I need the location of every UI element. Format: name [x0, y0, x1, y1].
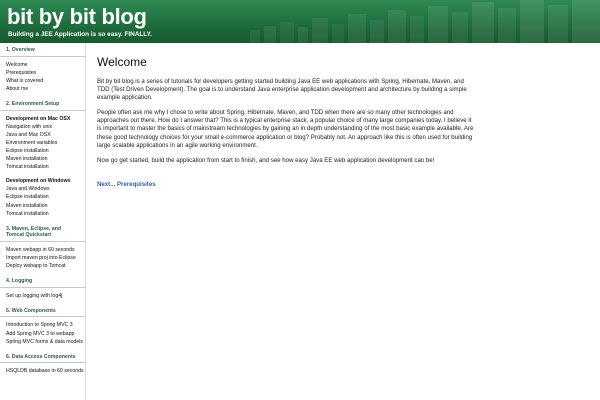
sidebar-link-hsqldb[interactable]: HSQLDB database in 60 seconds [6, 368, 84, 375]
site-title[interactable]: bit by bit blog [7, 4, 147, 29]
sidebar-section-data-access [0, 350, 85, 380]
main-content [97, 55, 477, 191]
why-paragraph: People often ask me why I chose to write about Spring, Hibernate, Maven, and TDD when there are so many other technologies and approaches out there. How do I answer that? This is a typical enterprise stack, a popular choice of many large companies today. I believe it is important to master the basics of mainstream technologies by gaining an in depth understanding of the most basic example available. Are these good technology choices for your small e-commerce application or blog? Probably not. An approach like this is often used for building large scalable applications in an agile working environment. [97, 109, 474, 149]
sidebar-section-title: 3. Maven, Eclipse, and Tomcat Quickstart [0, 222, 85, 242]
sidebar-link-what-is-covered[interactable]: What is covered [6, 77, 44, 84]
sidebar-link-spring-mvc-forms[interactable]: Spring MVC forms & data models [6, 338, 83, 345]
page-title: Welcome [97, 55, 147, 69]
sidebar-section-title: 4. Logging [0, 274, 85, 288]
sidebar-link-about-me[interactable]: About me [6, 85, 29, 92]
sidebar-section-logging [0, 274, 85, 304]
sidebar-group-windows: Development on Windows [6, 178, 71, 185]
sidebar-group-mac: Development on Mac OSX [6, 115, 71, 122]
sidebar-section-quickstart [0, 222, 85, 274]
sidebar-link-add-spring-mvc[interactable]: Add Spring MVC 3 to webapp [6, 330, 75, 337]
sidebar-link-eclipse-windows[interactable]: Eclipse installation [6, 194, 49, 201]
sidebar-section-title: 5. Web Components [0, 304, 85, 318]
sidebar-section-title: 2. Environment Setup [0, 97, 85, 111]
sidebar-link-java-windows[interactable]: Java and Windows [6, 186, 50, 193]
header-decorative-bars [240, 0, 600, 43]
sidebar-link-unix-navigation[interactable]: Navigation with unix [6, 123, 53, 130]
sidebar-section-overview [0, 43, 85, 97]
sidebar-link-java-mac[interactable]: Java and Mac OSX [6, 131, 51, 138]
sidebar-link-tomcat-windows[interactable]: Tomcat installation [6, 210, 49, 217]
sidebar-section-title: 6. Data Access Components [0, 350, 85, 364]
sidebar-link-maven-windows[interactable]: Maven installation [6, 202, 48, 209]
sidebar-link-import-maven-eclipse[interactable]: Import maven proj into Eclipse [6, 254, 76, 261]
sidebar-section-title: 1. Overview [0, 43, 85, 57]
sidebar-link-maven-webapp[interactable]: Maven webapp in 60 seconds [6, 246, 75, 253]
site-header [0, 0, 600, 43]
sidebar-nav [0, 43, 86, 400]
sidebar-link-env-variables[interactable]: Environment variables [6, 139, 58, 146]
next-prerequisites-link[interactable]: Next... Prerequisites [97, 180, 156, 188]
intro-paragraph: Bit by bit blog is a series of tutorials for developers getting started building Java EE web applications with Spring, Hibernate, Maven, and TDD (Test Driven Development). The goal is to understand Java enterprise application development and architecture by building a simple example application. [97, 78, 467, 102]
sidebar-link-eclipse-mac[interactable]: Eclipse installation [6, 147, 49, 154]
sidebar-link-maven-mac[interactable]: Maven installation [6, 156, 48, 163]
get-started-paragraph: Now go get started, build the application from start to finish, and see how easy Java EE web application development can be! [97, 156, 435, 164]
sidebar-link-tomcat-mac[interactable]: Tomcat installation [6, 164, 49, 171]
sidebar-link-log4j[interactable]: Set up logging with log4j [6, 292, 63, 299]
sidebar-link-welcome[interactable]: Welcome [6, 61, 28, 68]
sidebar-link-deploy-tomcat[interactable]: Deploy webapp to Tomcat [6, 263, 66, 270]
sidebar-section-environment-setup [0, 97, 85, 222]
sidebar-section-web-components [0, 304, 85, 350]
sidebar-link-spring-mvc-intro[interactable]: Introduction to Spring MVC 3 [6, 322, 73, 329]
site-subtitle: Building a JEE Application is so easy. FINALLY. [8, 31, 152, 38]
sidebar-link-prerequisites[interactable]: Prerequisites [6, 69, 37, 76]
